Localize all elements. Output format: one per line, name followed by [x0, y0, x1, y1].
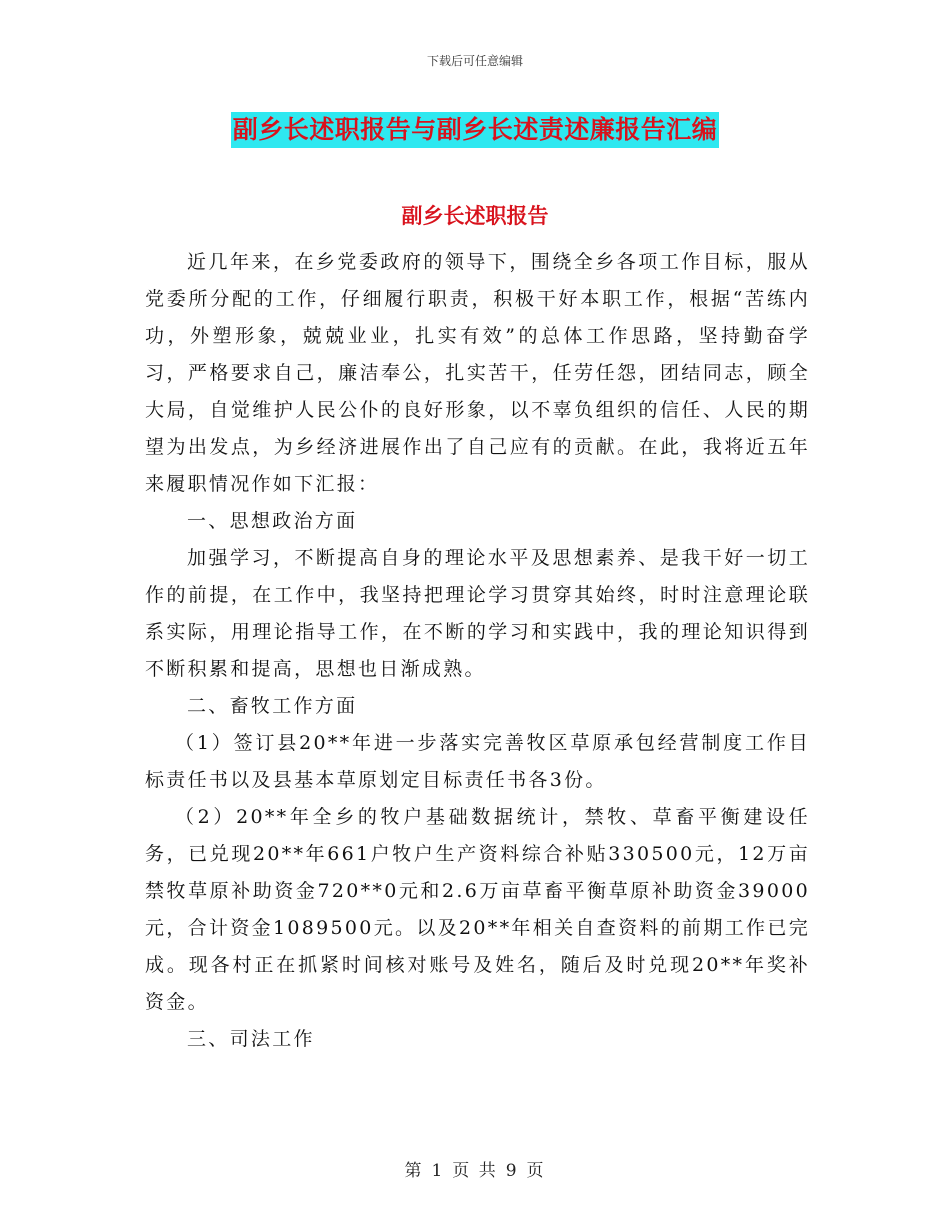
- heading-livestock: 二、畜牧工作方面: [187, 695, 358, 717]
- page-footer: [0, 1156, 950, 1181]
- heading-judicial: 三、司法工作: [187, 1028, 315, 1050]
- page-number-current: 1: [431, 1161, 445, 1181]
- paragraph-livestock-item-2: （2）20**年全乡的牧户基础数据统计，禁牧、草畜平衡建设任务，已兑现20**年661户牧户生产资料综合补贴330500元，12万亩禁牧草原补助资金720**0元和2.6万亩草畜平衡草原补助资金39000元，合计资金1089500元。以及20**年相关自查资料的前期工作已完成。现各村正在抓紧时间核对账号及姓名，随后及时兑现20**年奖补资金。: [145, 806, 810, 1013]
- page-number-total: 9: [505, 1161, 519, 1181]
- page-prefix: 第: [404, 1161, 424, 1181]
- document-title-container: [0, 112, 950, 148]
- document-body: [145, 244, 810, 1058]
- paragraph-livestock-item-1: （1）签订县20**年进一步落实完善牧区草原承包经营制度工作目标责任书以及县基本草原划定目标责任书各3份。: [145, 732, 810, 791]
- document-title: 副乡长述职报告与副乡长述责述廉报告汇编: [231, 112, 720, 148]
- section-title: 副乡长述职报告: [401, 203, 549, 228]
- heading-ideology: 一、思想政治方面: [187, 510, 358, 532]
- paragraph-intro: 近几年来，在乡党委政府的领导下，围绕全乡各项工作目标，服从党委所分配的工作，仔细履行职责，积极干好本职工作，根据“苦练内功，外塑形象，兢兢业业，扎实有效”的总体工作思路，坚持勤奋学习，严格要求自己，廉洁奉公，扎实苦干，任劳任怨，团结同志，顾全大局，自觉维护人民公仆的良好形象，以不辜负组织的信任、人民的期望为出发点，为乡经济进展作出了自己应有的贡献。在此，我将近五年来履职情况作如下汇报：: [145, 251, 810, 495]
- page-suffix: 页: [526, 1161, 546, 1181]
- page-header-note: 下载后可任意编辑: [426, 54, 523, 68]
- paragraph-ideology: 加强学习，不断提高自身的理论水平及思想素养、是我干好一切工作的前提，在工作中，我坚持把理论学习贯穿其始终，时时注意理论联系实际，用理论指导工作，在不断的学习和实践中，我的理论知识得到不断积累和提高，思想也日渐成熟。: [145, 547, 810, 680]
- page-mid: 页 共: [452, 1161, 498, 1181]
